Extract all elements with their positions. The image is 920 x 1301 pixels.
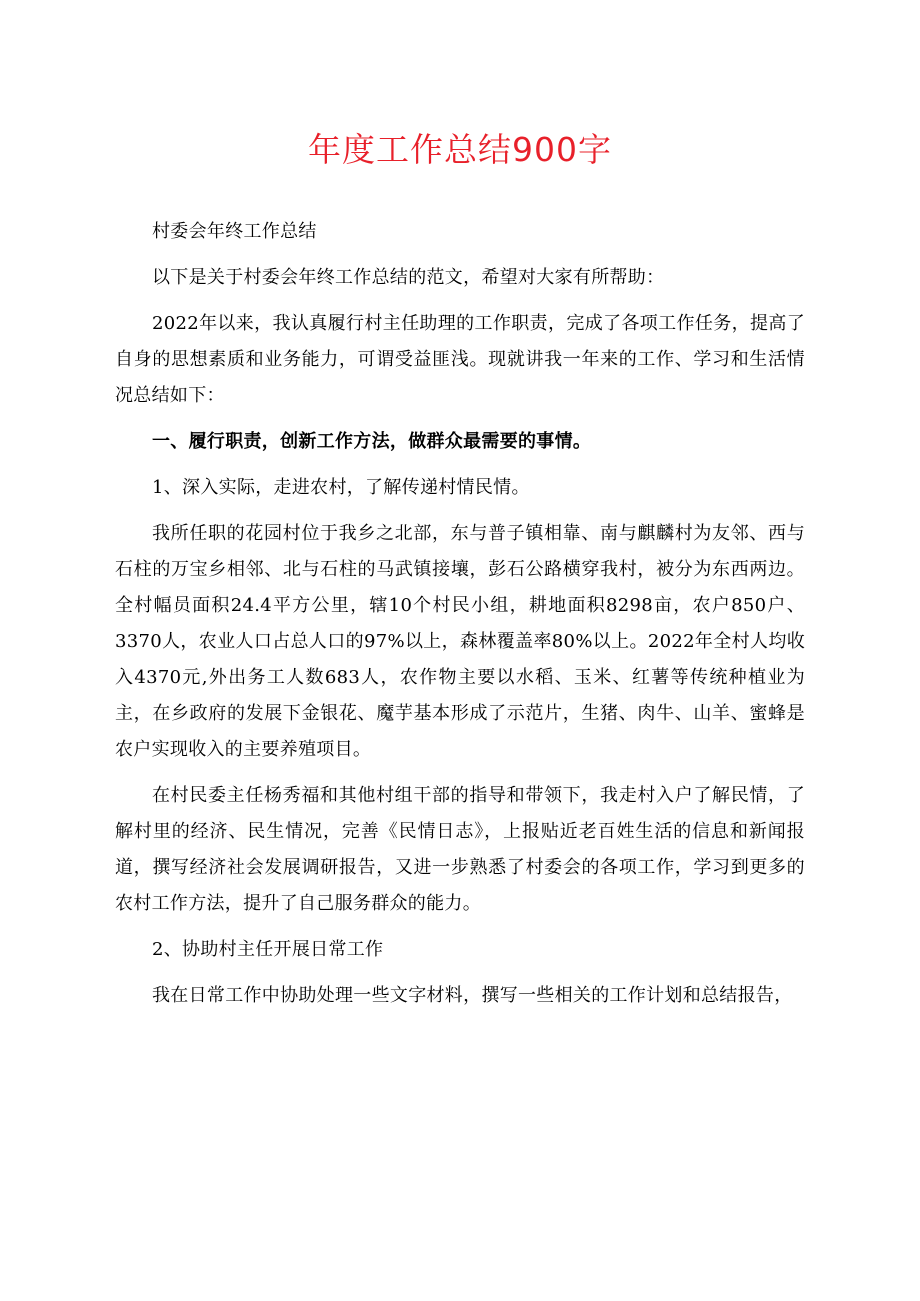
subsection-heading-2: 2、协助村主任开展日常工作	[152, 939, 384, 960]
paragraph-village-info: 我所任职的花园村位于我乡之北部，东与普子镇相靠、南与麒麟村为友邻、西与石柱的万宝乡相邻、北与石柱的马武镇接壤，彭石公路横穿我村，被分为东西两边。全村幅员面积24.4平方公里，辖10个村民小组，耕地面积8298亩，农户850户、3370人，农业人口占总人口的97%以上，森林覆盖率80%以上。2022年全村人均收入4370元,外出务工人数683人，农作物主要以水稻、玉米、红薯等传统种植业为主，在乡政府的发展下金银花、魔芋基本形成了示范片，生猪、肉牛、山羊、蜜蜂是农户实现收入的主要养殖项目。	[115, 523, 805, 760]
paragraph-overview: 2022年以来，我认真履行村主任助理的工作职责，完成了各项工作任务，提高了自身的思想素质和业务能力，可谓受益匪浅。现就讲我一年来的工作、学习和生活情况总结如下：	[115, 313, 805, 406]
section-heading-1: 一、履行职责，创新工作方法，做群众最需要的事情。	[152, 431, 592, 452]
paragraph-fieldwork: 在村民委主任杨秀福和其他村组干部的指导和带领下，我走村入户了解民情，了解村里的经济、民生情况，完善《民情日志》，上报贴近老百姓生活的信息和新闻报道，撰写经济社会发展调研报告，又进一步熟悉了村委会的各项工作，学习到更多的农村工作方法，提升了自己服务群众的能力。	[115, 785, 805, 914]
document-title: 年度工作总结900字	[308, 130, 612, 169]
paragraph-subtitle: 村委会年终工作总结	[152, 221, 317, 242]
subsection-heading-1: 1、深入实际，走进农村，了解传递村情民情。	[152, 477, 530, 498]
paragraph-daily-work: 我在日常工作中协助处理一些文字材料，撰写一些相关的工作计划和总结报告，	[152, 985, 793, 1006]
paragraph-intro: 以下是关于村委会年终工作总结的范文，希望对大家有所帮助：	[152, 267, 665, 288]
